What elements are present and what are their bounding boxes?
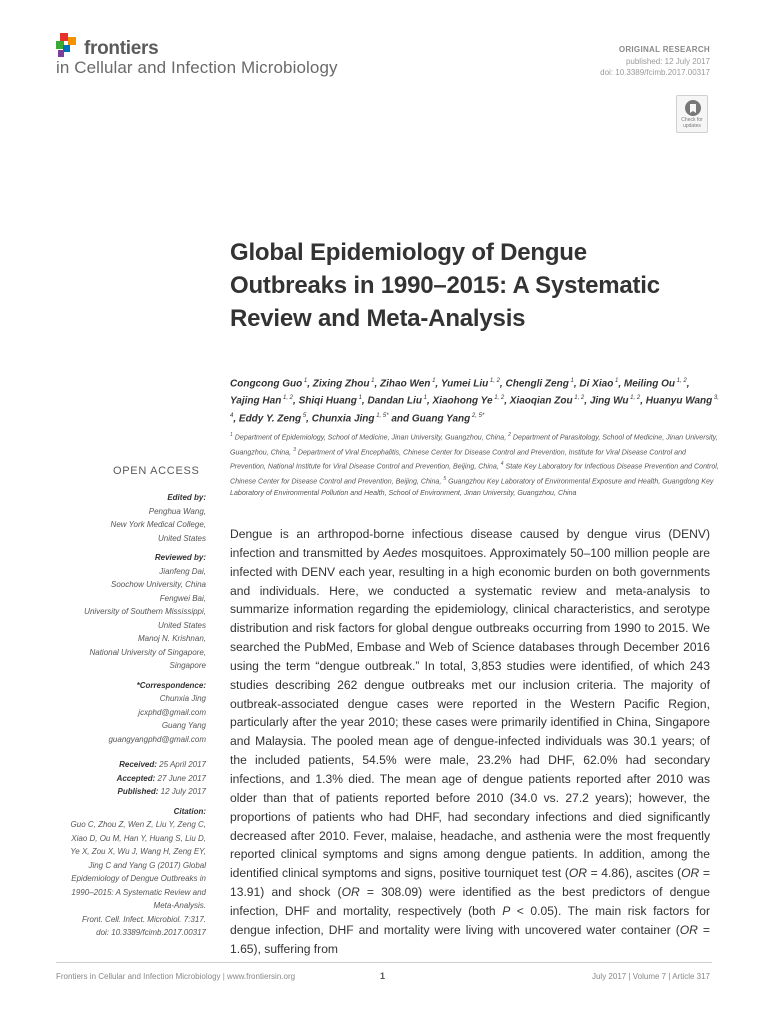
affiliation-text: Department of Parasitology, School of Medicine, Jinan University, Guangzhou, China, [230,433,718,456]
author-name[interactable]: Shiqi Huang [298,395,357,407]
italic-term: OR [568,866,587,881]
author-name[interactable]: Chunxia Jing [311,412,375,424]
citation-line: Epidemiology of Dengue Outbreaks in [71,874,206,883]
page-number: 1 [380,971,386,981]
author-name[interactable]: Xiaoqian Zou [509,395,573,407]
reviewed-by-heading: Reviewed by: [154,553,206,562]
article-info-sidebar [46,491,206,940]
affiliation-number: 4 [500,461,504,468]
correspondence-line: Chunxia Jing [159,694,206,703]
author-name[interactable]: Guang Yang [411,412,471,424]
author-name[interactable]: Zixing Zhou [312,378,370,390]
affiliation-number: 3 [293,446,296,453]
citation-heading: Citation: [173,806,206,816]
footer-issue: July 2017 | Volume 7 | Article 317 [591,972,710,981]
italic-term: OR [679,922,698,937]
published-date-sidebar: Published: 12 July 2017 [117,787,206,796]
author-affiliation-mark: 2, 5* [470,412,485,419]
author-affiliation-mark: 5 [301,412,307,419]
author-name[interactable]: Xiaohong Ye [432,395,493,407]
author-affiliation-mark: 1, 2 [488,378,500,384]
author-name[interactable]: Chengli Zeng [505,378,569,390]
correspondence-line: guangyangphd@gmail.com [108,734,206,744]
reviewer-line: United States [157,620,206,630]
author-affiliation-mark: 1 [369,378,375,384]
footer-journal-site[interactable]: Frontiers in Cellular and Infection Microbiology | www.frontiersin.org [56,972,296,981]
author-affiliation-mark: 1 [613,378,619,384]
correspondence-list [46,692,206,746]
citation-line: Guo C, Zhou Z, Wen Z, Liu Y, Zeng C, [70,820,206,829]
author-list: Congcong Guo $^1$, Zixing Zhou $^1$, Zihao Wen $^1$, Yumei Liu $^{1, 2}$, Chengli Zeng $^1$, Di Xiao $^1$, Meiling Ou $^{1, 2}$, Yajing Han $^{1, 2}$, Shiqi Huang $^1$, Dandan Liu $^1$, Xiaohong Ye $^{1, 2}$, Xiaoqian Zou $^{1, 2}$, Jing Wu $^{1, 2}$, Huanyu Wang $^{3, 4}$, Eddy Y. Zeng $^5$, Chunxia Jing $^{1, 5*}$ and Guang Yang $^{2, 5*}$ [230,378,719,424]
italic-term: Aedes [383,545,418,560]
affiliation-number: 2 [508,432,511,438]
correspondence-heading: *Correspondence: [136,680,206,690]
journal-name: in Cellular and Infection Microbiology [56,58,338,77]
citation-line: Meta-Analysis. [153,901,206,910]
author-name[interactable]: Yumei Liu [440,378,489,390]
reviewer-line: National University of Singapore, [89,647,206,657]
author-name[interactable]: Yajing Han [230,395,282,407]
author-affiliation-mark: 1 [356,395,362,402]
check-for-updates-label: Check for updates [681,117,703,129]
reviewer-line: Singapore [169,661,206,670]
footer-divider [56,962,712,963]
author-name[interactable]: Huanyu Wang [645,395,713,407]
reviewer-line: University of Southern Mississippi, [84,607,206,616]
author-affiliation-mark: 1 [568,378,574,384]
author-name[interactable]: Zihao Wen [380,378,431,390]
author-affiliation-mark: 1 [430,378,436,384]
citation-line: Xiao D, Ou M, Han Y, Huang S, Liu D, [71,833,206,843]
editor-line: New York Medical College, [110,520,206,529]
author-affiliation-mark: 1, 2 [675,378,687,384]
author-name[interactable]: Meiling Ou [623,378,675,390]
affiliation-text: Department of Epidemiology, School of Medicine, Jinan University, Guangzhou, China, [232,433,509,442]
affiliation-number: 1 [230,432,233,438]
citation-line: Jing C and Yang G (2017) Global [88,860,206,870]
italic-term: OR [681,866,700,881]
author-name[interactable]: Eddy Y. Zeng [238,412,302,424]
affiliation-list [230,429,720,499]
received-date: Received: 25 April 2017 [119,760,206,769]
author-name[interactable]: Jing Wu [589,395,629,407]
citation-line: Front. Cell. Infect. Microbiol. 7:317. [81,914,206,924]
check-for-updates-badge[interactable] [676,95,708,133]
author-affiliation-mark: 1 [421,395,427,402]
article-type: ORIGINAL RESEARCH [618,45,710,54]
author-affiliation-mark: 1, 5* [374,412,389,419]
affiliation-number: 5 [443,475,447,482]
author-name[interactable]: Dandan Liu [367,395,422,407]
doi-link[interactable]: doi: 10.3389/fcimb.2017.00317 [600,68,710,77]
editor-line: Penghua Wang, [148,506,206,516]
affiliation-text: Guangzhou Key Laboratory of Environmental Exposure and Health, Guangdong Key Laboratory of Environmental Pollution and Health, School of Environment, Jinan University, Guangzhou, China [230,477,714,498]
citation-line: 1990–2015: A Systematic Review and [71,887,206,897]
brand-name: frontiers [84,38,159,59]
author-affiliation-mark: 1 [302,378,308,384]
author-affiliation-mark: 1, 2 [628,395,641,402]
affiliation-text: State Key Laboratory for Infectious Disease Prevention and Control, Chinese Center for Disease Control and Prevention, Beijing, China, [230,462,719,486]
article-meta [600,44,710,79]
author-affiliation-mark: 3, 4 [230,395,719,419]
correspondence-line: jcxphd@gmail.com [138,707,206,717]
bookmark-icon [683,99,703,117]
accepted-date: Accepted: 27 June 2017 [116,773,206,783]
published-date: published: 12 July 2017 [625,56,710,66]
author-name[interactable]: Di Xiao [579,378,614,390]
editor-line: United States [157,533,206,543]
affiliation-text: Department of Viral Encephalitis, Chinese Center for Disease Control and Prevention, Institute for Viral Disease Control and Prevention, National Institute for Viral Disease Control and Prevention, Beijing, China, [230,447,686,471]
reviewer-line: Soochow University, China [110,580,206,589]
citation-line: doi: 10.3389/fcimb.2017.00317 [96,928,206,937]
reviewer-line: Fengwei Bai, [159,593,206,603]
reviewer-list [46,565,206,673]
author-name[interactable]: Congcong Guo [230,378,303,390]
italic-term: P [502,903,511,918]
reviewer-line: Jianfeng Dai, [159,566,206,576]
author-affiliation-mark: 1, 2 [281,395,293,402]
italic-term: OR [341,885,360,900]
open-access-label: OPEN ACCESS [113,465,200,477]
author-affiliation-mark: 1, 2 [492,395,505,402]
edited-by-heading: Edited by: [167,493,206,502]
frontiers-logo-icon [56,32,80,58]
article-title: Global Epidemiology of Dengue Outbreaks in 1990–2015: A Systematic Review and Meta-Analysis [230,239,660,332]
correspondence-line: Guang Yang [161,721,206,730]
author-affiliation-mark: 1, 2 [572,395,585,402]
editor-list [46,505,206,546]
citation-text [46,818,206,940]
reviewer-line: Manoj N. Krishnan, [137,634,206,643]
citation-line: Ye X, Zou X, Wu J, Wang H, Zeng EY, [70,847,206,856]
abstract-text: Dengue is an arthropod-borne infectious disease caused by dengue virus (DENV) infection and transmitted by Aedes mosquitoes. Approximately 50–100 million people are infected with DENV each year, resulting in a high economic burden on both governments and individuals. Here, we conducted a systematic review and meta-analysis to summarize information regarding the epidemiology, clinical characteristics, and serotype distribution and risk factors for global dengue outbreaks occurring from 1990 to 2015. We searched the PubMed, Embase and Web of Science databases through December 2016 using the term “dengue outbreak.” In total, 3,853 studies were identified, of which 243 studies describing 262 dengue outbreaks met our inclusion criteria. The majority of outbreak-associated dengue cases were reported in the Western Pacific Region, particularly after the year 2010; these cases were primarily identified in China, Singapore and Malaysia. The pooled mean age of dengue-infected individuals was 30.1 years; of the included patients, 54.5% were male, 23.2% had DHF, 62.0% had secondary infections, and 1.3% died. The mean age of dengue patients reported after 2010 was older than that of patients reported before 2010 (34.0 vs. 27.2 years); however, the proportions of patients who had DHF, had secondary infections and died significantly decreased after 2010. Fever, malaise, headache, and asthenia were the most frequently reported clinical symptoms and signs among dengue patients. In addition, among the identified clinical symptoms and signs, positive tourniquet test (OR = 4.86), ascites (OR = 13.91) and shock (OR = 308.09) were identified as the best predictors of dengue infection, DHF and mortality, respectively (both P < 0.05). The main risk factors for dengue infection, DHF and mortality were living with uncovered water container (OR = 1.65), suffering from [230,527,710,956]
